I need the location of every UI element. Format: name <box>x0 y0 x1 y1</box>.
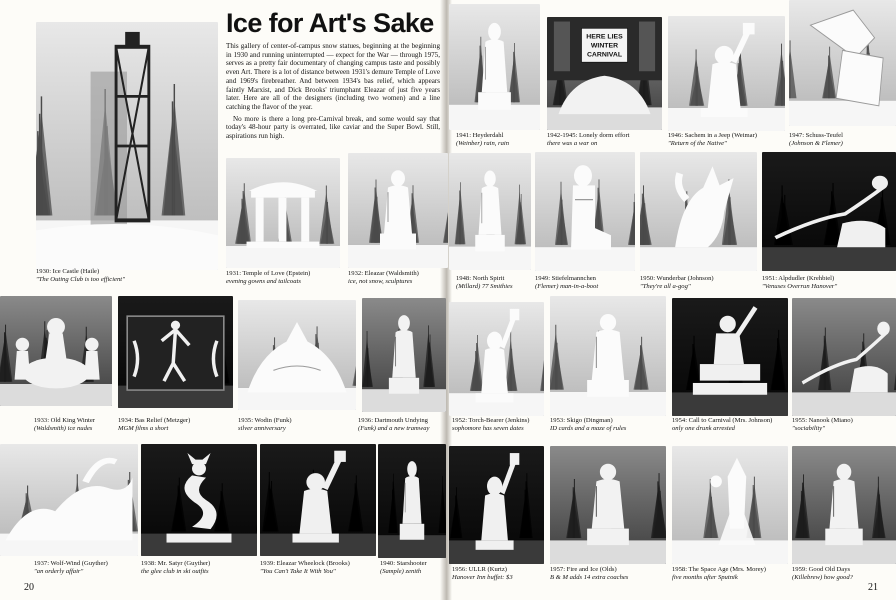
statue-caption <box>672 417 788 433</box>
statue-note: "You Can't Take It With You" <box>260 568 336 575</box>
statue-title: 1947: Schuss-Teufel <box>789 132 843 139</box>
statue-caption <box>226 270 348 286</box>
statue-note: silver anniversary <box>238 425 286 432</box>
svg-text:CARNIVAL: CARNIVAL <box>586 51 623 59</box>
statue-title: 1952: Torch-Bearer (Jenkins) <box>452 417 530 424</box>
statue-photo <box>792 298 896 416</box>
statue-photo <box>550 296 666 416</box>
intro-paragraph-2: No more is there a long pre-Carnival break, and some would say that today's 48-hour party is overrated, like caviar and the Super Bowl. Still, aspirations run high. <box>226 114 440 141</box>
statue-note: ice, not snow, sculptures <box>348 278 413 285</box>
statue-note: ID cards and a maze of rules <box>550 425 627 432</box>
statue-title: 1953: Skigo (Dingman) <box>550 417 613 424</box>
statue-title: 1933: Old King Winter <box>34 417 95 424</box>
statue-photo <box>260 444 376 556</box>
statue-title: 1942-1945: Lonely dorm effort <box>547 132 630 139</box>
statue-title: 1936: Dartmouth Undying <box>358 417 428 424</box>
statue-title: 1941: Heyderdahl <box>456 132 504 139</box>
statue-caption <box>348 270 448 286</box>
statue-title: 1959: Good Old Days <box>792 566 851 573</box>
statue-title: 1958: The Space Age (Mrs. Morey) <box>672 566 767 573</box>
statue-photo <box>449 153 531 270</box>
svg-text:WINTER: WINTER <box>590 42 619 50</box>
statue-caption <box>668 132 785 148</box>
statue-note: B & M adds 14 extra coaches <box>550 574 629 581</box>
statue-title: 1937: Wolf-Wind (Guyther) <box>34 560 108 567</box>
statue-photo <box>362 298 446 412</box>
statue-caption <box>792 566 896 582</box>
statue-photo <box>789 0 896 126</box>
statue-caption <box>792 417 896 433</box>
statue-caption <box>452 566 547 582</box>
statue-caption <box>238 417 356 433</box>
statue-title: 1957: Fire and Ice (Olds) <box>550 566 617 573</box>
statue-photo <box>668 16 785 131</box>
statue-title: 1935: Wodin (Funk) <box>238 417 292 424</box>
statue-photo <box>226 158 340 268</box>
statue-title: 1950: Wunderbar (Johnson) <box>640 275 714 282</box>
statue-photo <box>547 17 662 130</box>
svg-text:HERE LIES: HERE LIES <box>586 33 623 41</box>
statue-caption <box>762 275 896 291</box>
statue-note: (Johnson & Flemer) <box>789 140 843 147</box>
statue-photo <box>550 446 666 564</box>
statue-note: (Sample) zenith <box>380 568 422 575</box>
statue-photo <box>449 446 544 564</box>
statue-note: "They're all a-gog" <box>640 283 691 290</box>
statue-caption <box>36 268 218 284</box>
statue-note: "an orderly affair" <box>34 568 84 575</box>
statue-photo <box>0 444 138 556</box>
statue-caption <box>789 132 896 148</box>
statue-note: "The Outing Club is too efficient" <box>36 276 125 283</box>
statue-title: 1939: Eleazar Wheelock (Brooks) <box>260 560 350 567</box>
statue-note: "Return of the Native" <box>668 140 727 147</box>
statue-note: (Millard) 77 Smithies <box>456 283 513 290</box>
statue-caption <box>535 275 635 291</box>
page-number-left: 20 <box>24 582 34 593</box>
statue-note: (Waldsmith) ice nudes <box>34 425 93 432</box>
statue-caption <box>452 417 547 433</box>
statue-title: 1930: Ice Castle (Haile) <box>36 268 100 275</box>
statue-caption <box>141 560 257 576</box>
statue-photo <box>640 152 757 271</box>
statue-caption <box>640 275 757 291</box>
statue-note: the glee club in ski outfits <box>141 568 209 575</box>
statue-title: 1931: Temple of Love (Epstein) <box>226 270 311 277</box>
statue-note: sophomore has seven dates <box>452 425 524 432</box>
statue-photo <box>762 152 896 271</box>
statue-caption <box>550 417 666 433</box>
statue-note: MGM films a short <box>118 425 169 432</box>
statue-photo <box>672 298 788 416</box>
statue-title: 1949: Stiefelmannchen <box>535 275 596 282</box>
page-number-right: 21 <box>868 582 878 593</box>
statue-title: 1955: Nanook (Miano) <box>792 417 853 424</box>
statue-title: 1951: Alpdudler (Krehbiel) <box>762 275 835 282</box>
statue-photo <box>792 446 896 564</box>
statue-title: 1934: Bas Relief (Metzger) <box>118 417 191 424</box>
statue-photo <box>141 444 257 556</box>
statue-caption <box>456 275 536 291</box>
statue-caption <box>118 417 233 433</box>
statue-note: (Killebrew) how good? <box>792 574 853 581</box>
statue-note: "Venuses Overrun Hanover" <box>762 283 838 290</box>
statue-caption <box>358 417 444 433</box>
statue-title: 1938: Mr. Satyr (Guyther) <box>141 560 211 567</box>
statue-photo <box>449 302 544 416</box>
statue-photo <box>238 300 356 410</box>
statue-caption <box>260 560 376 576</box>
statue-title: 1948: North Spirit <box>456 275 505 282</box>
statue-caption <box>547 132 662 148</box>
statue-photo <box>0 296 112 406</box>
statue-note: there was a war on <box>547 140 598 147</box>
statue-note: evening gowns and tailcoats <box>226 278 301 285</box>
statue-photo <box>118 296 233 408</box>
article-intro <box>226 42 440 144</box>
statue-photo <box>449 4 540 130</box>
statue-caption <box>672 566 788 582</box>
statue-caption <box>550 566 666 582</box>
statue-note: (Flemer) man-in-a-boot <box>535 283 599 290</box>
statue-note: "sociability" <box>792 425 826 432</box>
statue-photo <box>378 444 446 558</box>
statue-title: 1954: Call to Carnival (Mrs. Johnson) <box>672 417 773 424</box>
article-title: Ice for Art's Sake <box>226 8 434 38</box>
intro-paragraph-1: This gallery of center-of-campus snow statues, beginning at the beginning in 1930 and running uninterrupted — expect for the War — through 1975, serves as a pretty fair documentary of changing campus taste and possibly even Art. There is a lot of distance between 1931's demure Temple of Love and 1969's firebreather. And between 1934's bas relief, which appears faintly Marxist, and Dick Brooks' triumphant Eleazar of just five years later. Here are all of the designers (including two women) and a line catching the flavor of the year. <box>226 42 440 111</box>
statue-photo <box>36 22 218 270</box>
statue-title: 1956: ULLR (Kurtz) <box>452 566 507 573</box>
statue-note: (Funk) and a new tramway <box>358 425 430 432</box>
statue-photo <box>535 152 635 271</box>
statue-photo <box>348 153 448 268</box>
statue-caption <box>380 560 450 576</box>
statue-note: only one drunk arrested <box>672 425 735 432</box>
statue-title: 1940: Starshooter <box>380 560 427 567</box>
statue-caption <box>456 132 542 148</box>
statue-title: 1946: Sachem in a Jeep (Weimar) <box>668 132 758 139</box>
statue-photo <box>672 446 788 564</box>
statue-note: Hanover Inn buffet: $3 <box>452 574 513 581</box>
statue-title: 1932: Eleazar (Waldsmith) <box>348 270 419 277</box>
statue-note: five months after Sputnik <box>672 574 738 581</box>
statue-note: (Weinber) rain, rain <box>456 140 510 147</box>
